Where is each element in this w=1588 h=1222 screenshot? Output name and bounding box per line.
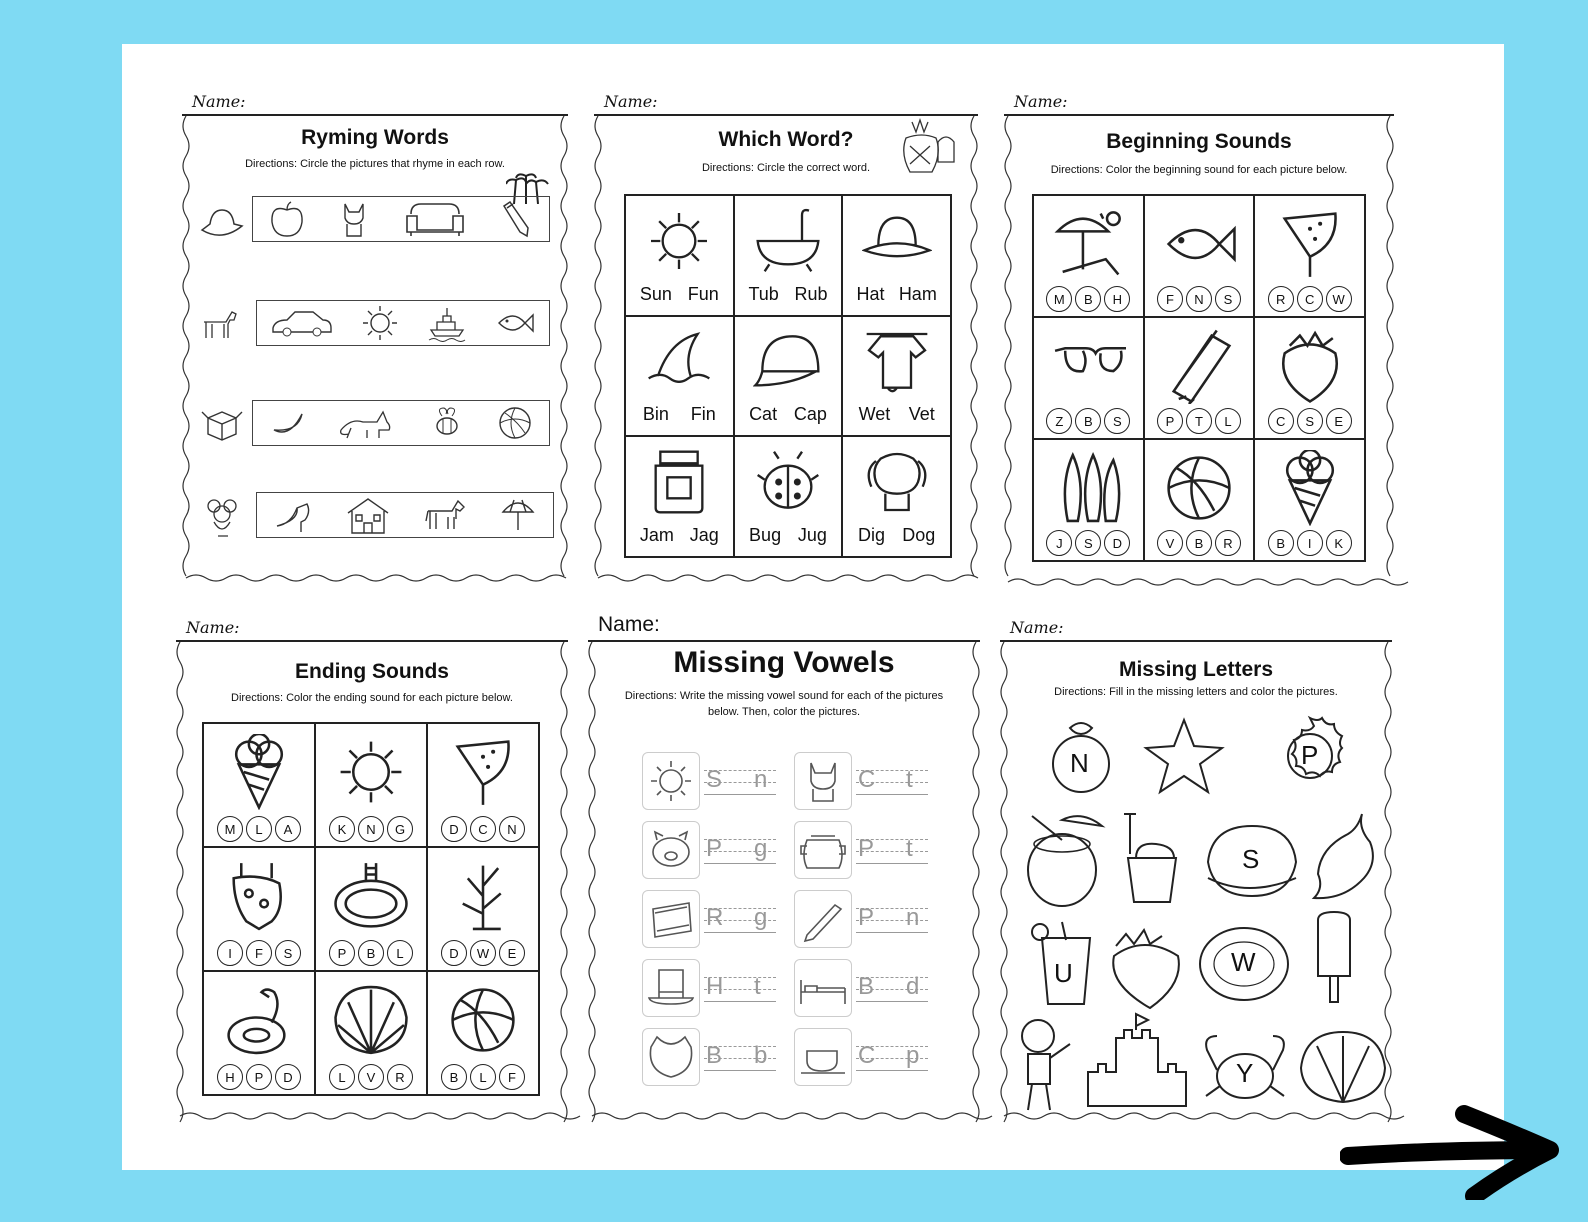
boat-icon[interactable] bbox=[427, 304, 467, 342]
sun-picture bbox=[1268, 714, 1352, 798]
letter-circle[interactable]: S bbox=[1104, 408, 1130, 434]
first-letter: R bbox=[706, 904, 724, 931]
sheet-directions: Directions: Fill in the missing letters and color the pictures. bbox=[1054, 686, 1338, 698]
worksheet-preview-board bbox=[122, 44, 1504, 1170]
letter-circle[interactable]: P bbox=[1157, 408, 1183, 434]
letter-circle[interactable]: D bbox=[1104, 530, 1130, 556]
letter-circle[interactable]: B bbox=[1075, 286, 1101, 312]
picture-cell bbox=[427, 971, 539, 1095]
ending-sounds-sheet bbox=[176, 606, 568, 1118]
mangosteen-picture bbox=[1046, 716, 1116, 796]
letter-circle[interactable]: F bbox=[499, 1064, 525, 1090]
fish-icon bbox=[1161, 206, 1237, 282]
juice-glass-picture bbox=[1026, 918, 1098, 1010]
letter-circle[interactable]: M bbox=[1046, 286, 1072, 312]
sunhat-icon bbox=[862, 206, 932, 276]
missing-vowels-sheet bbox=[588, 606, 980, 1118]
flamingo-float-icon bbox=[221, 982, 297, 1058]
umbrella-icon[interactable] bbox=[499, 496, 537, 534]
picture-cell bbox=[1033, 439, 1144, 561]
letter-circle[interactable]: M bbox=[217, 816, 243, 842]
sheet-directions: Directions: Circle the pictures that rhyme in each row. bbox=[245, 158, 505, 170]
cap-icon bbox=[753, 327, 823, 397]
pool-icon bbox=[333, 858, 409, 934]
letter-circle[interactable]: V bbox=[358, 1064, 384, 1090]
beach-ball-icon bbox=[1161, 450, 1237, 526]
word-choice[interactable]: Tub bbox=[748, 283, 779, 304]
house-icon[interactable] bbox=[344, 495, 392, 535]
word-grid bbox=[624, 194, 952, 558]
missing-letters-sheet bbox=[1000, 606, 1392, 1118]
word-cell bbox=[625, 436, 734, 557]
first-letter: C bbox=[858, 766, 876, 793]
box-icon bbox=[200, 404, 244, 444]
letter-circle[interactable]: W bbox=[470, 940, 496, 966]
apple-icon[interactable] bbox=[270, 200, 304, 238]
first-letter: S bbox=[706, 766, 723, 793]
sun-icon[interactable] bbox=[361, 304, 399, 342]
horse-icon[interactable] bbox=[424, 497, 468, 533]
first-letter: H bbox=[706, 973, 724, 1000]
fish-icon[interactable] bbox=[495, 307, 535, 339]
letter-circle[interactable]: E bbox=[1326, 408, 1352, 434]
sun-icon bbox=[333, 734, 409, 810]
name-label: Name: bbox=[1010, 618, 1064, 637]
picture-cell bbox=[1033, 195, 1144, 317]
ball-icon[interactable] bbox=[497, 405, 533, 441]
word-cell bbox=[734, 436, 843, 557]
rhyme-row bbox=[200, 488, 570, 544]
strawberry-picture bbox=[1104, 926, 1184, 1010]
picture-cell bbox=[315, 723, 427, 847]
first-letter: C bbox=[858, 1042, 876, 1069]
word-choice[interactable]: Dig bbox=[857, 524, 885, 545]
pool-float-picture bbox=[1196, 922, 1292, 1006]
letter-s: S bbox=[1242, 844, 1260, 874]
sheet-title: Which Word? bbox=[718, 128, 854, 151]
picture-cell bbox=[1144, 317, 1255, 439]
letter-circle[interactable]: B bbox=[441, 1064, 467, 1090]
word-cell bbox=[842, 436, 951, 557]
word-choice[interactable]: Jug bbox=[797, 524, 827, 545]
crab-picture bbox=[1200, 1026, 1290, 1106]
letter-circle[interactable]: J bbox=[1046, 530, 1072, 556]
letter-circle[interactable]: E bbox=[499, 940, 525, 966]
letter-circle[interactable]: I bbox=[1297, 530, 1323, 556]
letter-circle[interactable]: R bbox=[1215, 530, 1241, 556]
pineapple-icon bbox=[892, 116, 962, 186]
letter-circle[interactable]: B bbox=[1075, 408, 1101, 434]
mouse-icon bbox=[200, 496, 244, 540]
vowel-word-item bbox=[642, 890, 782, 950]
child-painting-picture bbox=[1012, 1006, 1080, 1116]
vowel-word-item bbox=[642, 1028, 782, 1088]
word-cell bbox=[625, 195, 734, 316]
first-letter: P bbox=[858, 904, 875, 931]
word-choice[interactable]: Wet bbox=[858, 404, 891, 425]
sheet-directions: Directions: Write the missing vowel sound for each of the pictures below. Then, color the pictures. bbox=[624, 690, 944, 718]
letter-circle[interactable]: S bbox=[1215, 286, 1241, 312]
towel-icon bbox=[1161, 328, 1237, 404]
letter-circle[interactable]: B bbox=[1268, 530, 1294, 556]
picture-cell bbox=[1144, 195, 1255, 317]
picture-cell bbox=[203, 723, 315, 847]
letter-circle[interactable]: B bbox=[1186, 530, 1212, 556]
word-cell bbox=[734, 195, 843, 316]
word-choice[interactable]: Dog bbox=[902, 524, 936, 545]
last-letter: t bbox=[754, 973, 761, 1000]
word-choice[interactable]: Rub bbox=[794, 283, 828, 304]
letter-circle[interactable]: L bbox=[470, 1064, 496, 1090]
rhyme-row bbox=[200, 192, 570, 248]
first-letter: B bbox=[706, 1042, 723, 1069]
letter-circle[interactable]: C bbox=[470, 816, 496, 842]
sheet-directions: Directions: Color the ending sound for each picture below. bbox=[231, 692, 513, 704]
picture-cell bbox=[1254, 439, 1365, 561]
letter-circle[interactable]: D bbox=[275, 1064, 301, 1090]
letter-circle[interactable]: L bbox=[329, 1064, 355, 1090]
letter-circle[interactable]: L bbox=[1215, 408, 1241, 434]
word-choice[interactable]: Vet bbox=[908, 404, 935, 425]
top-hat-icon bbox=[643, 960, 699, 1016]
letter-circle[interactable]: V bbox=[1157, 530, 1183, 556]
pot-icon bbox=[795, 822, 851, 878]
couch-icon[interactable] bbox=[405, 200, 465, 238]
bib-icon bbox=[643, 1029, 699, 1085]
beach-chair-icon bbox=[1050, 206, 1126, 282]
word-cell bbox=[734, 316, 843, 437]
word-choice[interactable]: Jag bbox=[689, 524, 719, 545]
strawberry-icon bbox=[1272, 328, 1348, 404]
sandcastle-picture bbox=[1084, 1010, 1190, 1110]
swimsuit-icon bbox=[221, 858, 297, 934]
last-letter: t bbox=[906, 835, 913, 862]
letter-circle[interactable]: R bbox=[387, 1064, 413, 1090]
rhyming-words-sheet bbox=[182, 80, 568, 580]
first-letter: B bbox=[858, 973, 875, 1000]
picture-cell bbox=[427, 723, 539, 847]
sheet-title: Beginning Sounds bbox=[1106, 130, 1292, 153]
letter-grid bbox=[202, 722, 540, 1096]
wet-shirt-icon bbox=[862, 327, 932, 397]
name-label: Name: bbox=[604, 92, 658, 111]
word-choice[interactable]: Cat bbox=[749, 404, 778, 425]
next-arrow-icon[interactable] bbox=[1340, 1104, 1564, 1200]
pencil-icon[interactable] bbox=[498, 200, 532, 238]
beach-ball-icon bbox=[445, 982, 521, 1058]
last-letter: n bbox=[754, 766, 768, 793]
letter-circle[interactable]: F bbox=[246, 940, 272, 966]
ladybug-icon bbox=[753, 447, 823, 517]
last-letter: n bbox=[906, 904, 920, 931]
bed-icon bbox=[795, 960, 851, 1016]
ice-cream-icon bbox=[221, 734, 297, 810]
letter-n: N bbox=[1070, 748, 1089, 778]
letter-circle[interactable]: N bbox=[1186, 286, 1212, 312]
clam-picture bbox=[1202, 822, 1302, 902]
picture-cell bbox=[203, 847, 315, 971]
letter-circle[interactable]: C bbox=[1297, 286, 1323, 312]
cat-icon bbox=[795, 753, 851, 809]
vowel-word-item bbox=[642, 752, 782, 812]
letter-circle[interactable]: S bbox=[1297, 408, 1323, 434]
picture-cell bbox=[1254, 195, 1365, 317]
rhyme-row bbox=[200, 396, 570, 452]
letter-circle[interactable]: S bbox=[275, 940, 301, 966]
picture-cell bbox=[1254, 317, 1365, 439]
letter-circle[interactable]: R bbox=[1268, 286, 1294, 312]
fox-icon[interactable] bbox=[337, 404, 397, 442]
vowel-word-item bbox=[794, 959, 934, 1019]
sand-bucket-picture bbox=[1120, 810, 1188, 910]
word-choice[interactable]: Fun bbox=[687, 283, 719, 304]
shark-fin-icon bbox=[644, 327, 714, 397]
goat-icon bbox=[200, 304, 244, 344]
watermelon-icon bbox=[1272, 206, 1348, 282]
letter-grid bbox=[1032, 194, 1366, 562]
jam-jar-icon bbox=[644, 447, 714, 517]
letter-circle[interactable]: D bbox=[441, 816, 467, 842]
vowel-word-item bbox=[642, 821, 782, 881]
rug-icon bbox=[643, 891, 699, 947]
letter-circle[interactable]: T bbox=[1186, 408, 1212, 434]
which-word-sheet bbox=[594, 80, 978, 580]
letter-circle[interactable]: L bbox=[387, 940, 413, 966]
letter-circle[interactable]: F bbox=[1157, 286, 1183, 312]
ice-cream-icon bbox=[1272, 450, 1348, 526]
letter-circle[interactable]: D bbox=[441, 940, 467, 966]
sheet-title: Missing Vowels bbox=[673, 646, 895, 679]
letter-circle[interactable]: L bbox=[246, 816, 272, 842]
letter-circle[interactable]: H bbox=[1104, 286, 1130, 312]
surfboards-icon bbox=[1050, 450, 1126, 526]
vowel-word-item bbox=[794, 821, 934, 881]
last-letter: t bbox=[906, 766, 913, 793]
word-choice[interactable]: Cap bbox=[793, 404, 827, 425]
rhyme-row bbox=[200, 296, 570, 352]
pig-icon bbox=[643, 822, 699, 878]
last-letter: p bbox=[906, 1042, 920, 1069]
sheet-title: Ryming Words bbox=[301, 126, 449, 149]
picture-cell bbox=[1033, 317, 1144, 439]
first-letter: P bbox=[858, 835, 875, 862]
name-label: Name: bbox=[598, 613, 660, 636]
sheet-directions: Directions: Circle the correct word. bbox=[701, 162, 871, 174]
cat-icon[interactable] bbox=[337, 200, 371, 238]
letter-y: Y bbox=[1236, 1058, 1254, 1088]
word-choice[interactable]: Jam bbox=[639, 524, 674, 545]
picture-cell bbox=[315, 971, 427, 1095]
pen-icon bbox=[795, 891, 851, 947]
letter-circle[interactable]: N bbox=[499, 816, 525, 842]
letter-circle[interactable]: S bbox=[1075, 530, 1101, 556]
word-cell bbox=[625, 316, 734, 437]
bathtub-icon bbox=[753, 206, 823, 276]
coconut-drink-picture bbox=[1022, 810, 1106, 910]
last-letter: g bbox=[754, 835, 768, 862]
letter-circle[interactable]: B bbox=[358, 940, 384, 966]
letter-p: P bbox=[1301, 740, 1319, 770]
last-letter: b bbox=[754, 1042, 768, 1069]
last-letter: g bbox=[754, 904, 768, 931]
word-choice[interactable]: Hat bbox=[856, 283, 885, 304]
picture-cell bbox=[427, 847, 539, 971]
shoe-icon[interactable] bbox=[273, 498, 313, 532]
word-cell bbox=[842, 316, 951, 437]
seashell-picture bbox=[1306, 810, 1386, 910]
hat-icon bbox=[200, 200, 244, 240]
word-choice[interactable]: Fin bbox=[690, 404, 716, 425]
last-letter: d bbox=[906, 973, 920, 1000]
letter-circle[interactable]: A bbox=[275, 816, 301, 842]
watermelon-icon bbox=[445, 734, 521, 810]
vowel-word-item bbox=[794, 1028, 934, 1088]
vowel-word-item bbox=[794, 890, 934, 950]
letter-u: U bbox=[1054, 958, 1073, 988]
first-letter: P bbox=[706, 835, 723, 862]
starfish-picture bbox=[1142, 716, 1226, 796]
sun-icon bbox=[643, 753, 699, 809]
sun-icon bbox=[644, 206, 714, 276]
letter-w: W bbox=[1231, 947, 1256, 977]
name-label: Name: bbox=[186, 618, 240, 637]
letter-circle[interactable]: I bbox=[217, 940, 243, 966]
scallop-shell-picture bbox=[1298, 1028, 1388, 1108]
banana-icon[interactable] bbox=[270, 408, 304, 438]
word-choice[interactable]: Ham bbox=[898, 283, 937, 304]
shell-icon bbox=[333, 982, 409, 1058]
seaweed-icon bbox=[445, 858, 521, 934]
picture-cell bbox=[315, 847, 427, 971]
name-label: Name: bbox=[1014, 92, 1068, 111]
letter-circle[interactable]: H bbox=[217, 1064, 243, 1090]
popsicle-picture bbox=[1314, 910, 1354, 1006]
picture-cell bbox=[203, 971, 315, 1095]
cup-icon bbox=[795, 1029, 851, 1085]
letter-circle[interactable]: P bbox=[246, 1064, 272, 1090]
word-choice[interactable]: Bin bbox=[642, 404, 669, 425]
letter-circle[interactable]: W bbox=[1326, 286, 1352, 312]
word-choice[interactable]: Sun bbox=[639, 283, 672, 304]
sunglasses-icon bbox=[1050, 328, 1126, 404]
vowel-word-item bbox=[794, 752, 934, 812]
word-cell bbox=[842, 195, 951, 316]
sheet-title: Missing Letters bbox=[1118, 658, 1274, 681]
letter-circle[interactable]: N bbox=[358, 816, 384, 842]
picture-cell bbox=[1144, 439, 1255, 561]
beginning-sounds-sheet bbox=[1004, 80, 1394, 584]
letter-circle[interactable]: K bbox=[329, 816, 355, 842]
letter-circle[interactable]: Z bbox=[1046, 408, 1072, 434]
bee-icon[interactable] bbox=[430, 406, 464, 440]
name-label: Name: bbox=[192, 92, 246, 111]
vowel-word-item bbox=[642, 959, 782, 1019]
letter-circle[interactable]: C bbox=[1268, 408, 1294, 434]
word-choice[interactable]: Bug bbox=[749, 524, 782, 545]
car-icon[interactable] bbox=[271, 308, 333, 338]
sheet-directions: Directions: Color the beginning sound for each picture below. bbox=[1050, 164, 1348, 176]
letter-circle[interactable]: G bbox=[387, 816, 413, 842]
dog-icon bbox=[862, 447, 932, 517]
sheet-title: Ending Sounds bbox=[295, 660, 449, 683]
letter-circle[interactable]: P bbox=[329, 940, 355, 966]
letter-circle[interactable]: K bbox=[1326, 530, 1352, 556]
